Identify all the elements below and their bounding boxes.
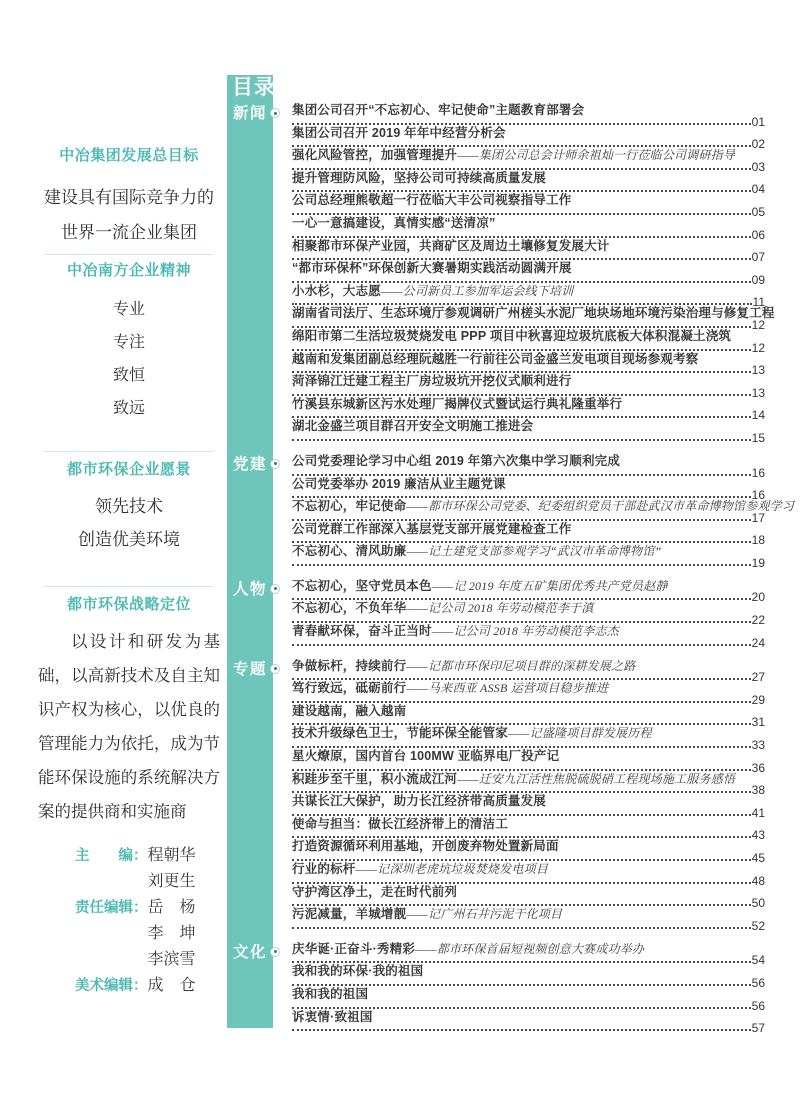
toc-entry-subtitle: ——集团公司总会计师余祖灿一行莅临公司调研指导	[457, 148, 736, 163]
toc-entry-subtitle: ——记土建党支部参观学习“武汉市革命博物馆”	[406, 544, 662, 559]
page-number: 14	[751, 408, 765, 423]
section-entries	[273, 941, 765, 1036]
sidebar-text-line: 致远	[112, 400, 145, 417]
section-label: 文化	[233, 943, 268, 961]
toc-entry-title	[292, 988, 765, 1001]
dotted-leader	[292, 746, 751, 748]
page-number: 07	[751, 250, 765, 265]
sidebar-heading-vision: 都市环保企业愿景	[66, 461, 191, 478]
editor-name: 李 坤	[147, 925, 196, 942]
toc-section	[227, 103, 775, 445]
section-label-column	[227, 104, 273, 443]
sidebar-text-line: 建设具有国际竞争力的	[44, 188, 214, 207]
toc-entry-title-main: 笃行致远，砥砺前行	[292, 681, 407, 696]
toc-entry-title	[292, 773, 765, 786]
toc-entry-title-main: 菏泽锦江迁建工程主厂房垃圾坑开挖仪式顺利进行	[292, 374, 572, 389]
section-label: 专题	[233, 660, 268, 678]
dotted-leader	[292, 258, 751, 260]
toc-entry-title	[292, 478, 765, 491]
toc-entry	[292, 886, 765, 909]
page-number: 02	[751, 137, 765, 152]
toc-entry-subtitle: ——马来西亚 ASSB 运营项目稳步推进	[406, 681, 609, 696]
toc-entry-title-main: 绵阳市第二生活垃圾焚烧发电 PPP 项目中秋喜迎垃圾坑底板大体积混凝土浇筑	[292, 328, 732, 343]
toc-entry-title	[292, 965, 765, 978]
page-number: 56	[751, 998, 765, 1013]
page-number: 06	[751, 227, 765, 242]
page-number: 11	[752, 295, 765, 310]
toc-entry-title	[292, 1011, 765, 1024]
toc-entry-title	[292, 886, 765, 899]
toc-entry-leader	[292, 555, 765, 570]
toc-entry-title	[292, 104, 765, 117]
page-number: 33	[751, 738, 765, 753]
dotted-leader	[292, 814, 751, 816]
toc-entry-title	[292, 727, 765, 740]
toc-entry	[292, 375, 765, 398]
toc-entry	[292, 682, 765, 705]
toc-entry-title-main: 提升管理防风险，坚持公司可持续高质量发展	[292, 170, 547, 185]
section-bullet-icon	[270, 664, 280, 674]
toc-entry-title-main: 我和我的环保·我的祖国	[292, 964, 424, 979]
toc-section	[227, 660, 765, 931]
page-number: 16	[751, 465, 765, 480]
toc-sections	[227, 103, 795, 1036]
dotted-leader	[292, 927, 751, 929]
toc-entry-title-main: 一心一意搞建设，真情实感“送清凉”	[292, 215, 496, 230]
toc-entry-title	[292, 398, 765, 411]
dotted-leader	[292, 145, 751, 147]
page-number: 12	[751, 340, 765, 355]
toc-entry-subtitle: ——记盛隆项目群发展历程	[507, 726, 652, 741]
page-number: 13	[751, 363, 765, 378]
toc-entry	[292, 545, 765, 568]
toc-entry-title	[292, 795, 765, 808]
toc-entry-title	[292, 908, 765, 921]
section-entries	[273, 103, 775, 445]
editor-role-label: 美术编辑：	[75, 978, 148, 994]
toc-entry-title-main: 湖南省司法厅、生态环境厅参观调研广州槎头水泥厂地块场地环境污染治理与修复工程	[292, 306, 775, 321]
toc-entry-title-main: 竹溪县东城新区污水处理厂揭牌仪式暨试运行典礼隆重举行	[292, 396, 623, 411]
dotted-leader	[292, 984, 751, 986]
dotted-leader	[292, 439, 751, 441]
toc-entry-title-main: 不忘初心、清风助廉	[292, 544, 407, 559]
toc-entry-title-main: 使命与担当：做长江经济带上的清洁工	[292, 816, 508, 831]
sidebar	[38, 146, 220, 999]
toc-entry-title	[292, 660, 765, 673]
page-number: 22	[751, 613, 765, 628]
section-entries	[273, 580, 765, 648]
toc-entry	[292, 601, 765, 628]
toc-entry-title	[292, 420, 765, 433]
dotted-leader	[292, 326, 751, 328]
toc-entry-title-main: 共谋长江大保护，助力长江经济带高质量发展	[292, 794, 547, 809]
sidebar-text-line: 创造优美环境	[78, 530, 180, 549]
toc-entry-title	[292, 172, 765, 185]
sidebar-block-vision	[38, 490, 220, 556]
toc-entry-title-main: “都市环保杯”环保创新大赛暑期实践活动圆满开展	[292, 261, 572, 276]
page-number: 31	[751, 715, 765, 730]
section-bullet-icon	[270, 459, 280, 469]
page-number: 45	[751, 851, 765, 865]
sidebar-text-line: 致恒	[112, 367, 145, 384]
sidebar-heading-group-goal: 中冶集团发展总目标	[59, 147, 199, 164]
toc-entry-subtitle: ——都市环保公司党委、纪委组织党员干部赴武汉市革命博物馆参观学习	[406, 499, 795, 514]
dotted-leader	[292, 394, 751, 396]
toc-entry-title	[292, 353, 765, 366]
dotted-leader	[292, 349, 751, 351]
page-number: 38	[751, 783, 765, 798]
toc-entry	[292, 988, 765, 1011]
toc-entry-title	[292, 943, 765, 956]
editor-row	[75, 895, 220, 973]
dotted-leader	[292, 123, 751, 125]
toc-entry-title-main: 积跬步至千里，积小流成江河	[292, 771, 458, 786]
section-label-column	[227, 660, 273, 931]
page-number: 13	[751, 385, 765, 400]
toc-entry-title-main: 公司党委举办 2019 廉洁从业主题党课	[292, 476, 506, 491]
dotted-leader	[292, 791, 751, 793]
toc-entry-leader	[292, 1021, 765, 1036]
toc-entry	[292, 306, 775, 332]
toc-entry-title-main: 我和我的祖国	[292, 986, 369, 1001]
toc-entry	[292, 217, 765, 240]
toc-entry-title-main: 技术升级绿色卫士，节能环保全能管家	[292, 726, 508, 741]
section-label-column	[227, 455, 273, 568]
dotted-leader	[292, 644, 751, 646]
toc-entry-title-main: 争做标杆，持续前行	[292, 658, 407, 673]
dotted-leader	[292, 474, 751, 476]
toc-entry	[292, 104, 765, 127]
toc-entry-title	[292, 330, 765, 343]
section-bullet-icon	[270, 584, 280, 594]
toc-entry-subtitle: ——记深圳老虎坑垃圾焚烧发电项目	[355, 862, 549, 876]
editor-name: 岳 杨	[147, 899, 196, 916]
toc-entry-subtitle: ——记公司 2018 年劳动模范李于滇	[406, 601, 594, 616]
toc-entry-title-main: 越南和发集团副总经理阮越胜一行前往公司金盛兰发电项目现场参观考察	[292, 351, 699, 366]
page-number: 24	[751, 635, 765, 650]
toc-entry-subtitle: ——记广州石井污泥干化项目	[406, 907, 563, 922]
toc-entry-title-main: 污泥减量，羊城增靓	[292, 907, 407, 922]
toc-entry-title	[292, 602, 765, 615]
dotted-leader	[292, 281, 751, 283]
page-number: 17	[751, 510, 765, 525]
toc-entry	[292, 455, 765, 478]
toc-entry-title	[292, 455, 765, 468]
toc-entry-title	[292, 194, 765, 207]
toc-entry	[292, 773, 765, 796]
toc-entry	[292, 194, 765, 217]
toc-entry-title-main: 星火燎原，国内首台 100MW 亚临界电厂投产记	[292, 749, 560, 764]
page-number: 50	[751, 896, 765, 911]
toc-entry-title-main: 不忘初心，不负年华	[292, 601, 407, 616]
toc-entry	[292, 943, 765, 966]
toc-entry	[292, 240, 765, 263]
dotted-leader	[292, 1007, 751, 1009]
editor-name: 成 仓	[147, 977, 196, 994]
toc-entry-title	[292, 523, 765, 536]
toc-entry-title	[292, 149, 765, 162]
toc-entry-title-main: 集团公司召开 2019 年年中经营分析会	[292, 125, 506, 140]
toc-entry-title-main: 不忘初心，坚守党员本色	[292, 578, 432, 593]
page-number: 54	[751, 953, 765, 968]
page-number: 19	[751, 555, 765, 570]
page-number: 01	[751, 114, 765, 129]
toc-entry-subtitle: ——公司新员工参加军运会线下培训	[380, 283, 574, 298]
toc-section	[227, 941, 765, 1036]
toc-entry-title	[292, 285, 765, 298]
toc-entry	[292, 840, 765, 863]
page-number: 27	[751, 670, 765, 685]
toc-entry-title	[292, 705, 765, 718]
toc-section	[227, 453, 795, 570]
section-label: 党建	[233, 455, 268, 473]
sidebar-heading-strategy: 都市环保战略定位	[66, 596, 191, 613]
toc-entry	[292, 398, 765, 421]
editor-role-label: 责任编辑：	[75, 900, 148, 916]
toc-entry-title	[292, 127, 765, 140]
toc-entry-title-main: 强化风险管控，加强管理提升	[292, 148, 458, 163]
divider	[44, 451, 214, 452]
page-number: 43	[751, 828, 765, 843]
editor-role-label: 主 编：	[75, 848, 148, 864]
page-number: 15	[751, 430, 765, 445]
page-number: 41	[751, 805, 765, 820]
page-number: 57	[751, 1021, 765, 1036]
toc-entry	[292, 149, 765, 172]
toc-entry-title	[292, 306, 775, 321]
editor-name: 李滨雪	[147, 951, 196, 968]
toc-section	[227, 580, 765, 648]
section-label: 人物	[233, 580, 268, 598]
page-number: 05	[751, 204, 765, 219]
toc-entry-leader	[292, 918, 765, 933]
toc-entry-leader	[292, 635, 765, 650]
toc-entry-title-main: 公司总经理熊敬超一行莅临大丰公司视察指导工作	[292, 193, 572, 208]
toc-entry-title	[292, 818, 765, 831]
toc-entry-title-main: 行业的标杆	[292, 862, 356, 876]
dotted-leader	[292, 678, 751, 680]
toc-entry	[292, 172, 765, 195]
toc-entry	[292, 726, 765, 753]
dotted-leader	[292, 496, 751, 498]
dotted-leader	[292, 371, 751, 373]
page-number: 09	[751, 272, 765, 287]
dotted-leader	[292, 859, 751, 861]
toc-entry-title	[292, 375, 765, 388]
editor-row	[75, 973, 220, 999]
dotted-leader	[292, 564, 751, 566]
toc-entry-title	[292, 682, 765, 695]
toc-entry-subtitle: ——记都市环保印尼项目群的深耕发展之路	[406, 658, 636, 673]
toc-title: 目录	[232, 76, 276, 99]
toc-entry	[292, 795, 765, 818]
toc-entry	[292, 660, 765, 683]
page-number: 36	[751, 760, 765, 775]
toc-entry	[292, 965, 765, 988]
page-number: 03	[751, 159, 765, 174]
dotted-leader	[292, 904, 751, 906]
toc-entry	[292, 580, 765, 603]
toc-entry-title-main: 不忘初心，牢记使命	[292, 499, 407, 514]
table-of-contents	[227, 75, 795, 1036]
toc-entry-title-main: 公司党群工作部深入基层党支部开展党建检查工作	[292, 521, 572, 536]
toc-entry-subtitle: ——都市环保首届短视频创意大赛成功举办	[415, 941, 645, 956]
divider	[44, 254, 214, 255]
section-label-column	[227, 580, 273, 648]
page-number: 04	[751, 182, 765, 197]
toc-entry-title-main: 建设越南，融入越南	[292, 703, 407, 718]
toc-entry-title-main: 诉衷情·致祖国	[292, 1009, 373, 1024]
dotted-leader	[292, 541, 751, 543]
toc-entry-title-main: 集团公司召开“不忘初心、牢记使命”主题教育部署会	[292, 103, 585, 117]
toc-entry-title-main: 湖北金盛兰项目群召开安全文明施工推进会	[292, 419, 534, 434]
sidebar-text-line: 领先技术	[95, 497, 163, 516]
dotted-leader	[292, 236, 751, 238]
section-bullet-icon	[270, 947, 280, 957]
toc-entry-title-main: 守护湾区净土，走在时代前列	[292, 884, 458, 899]
editor-row	[75, 843, 220, 895]
toc-entry	[292, 818, 765, 841]
sidebar-text-line: 世界一流企业集团	[61, 223, 197, 242]
page-number: 56	[751, 975, 765, 990]
dotted-leader	[292, 769, 751, 771]
toc-entry-title	[292, 840, 765, 853]
toc-entry	[292, 330, 765, 353]
toc-entry	[292, 863, 765, 886]
sidebar-text-line: 专注	[112, 334, 145, 351]
section-label: 新闻	[233, 105, 268, 122]
toc-entry-title-main: 小水杉，大志愿	[292, 283, 381, 298]
toc-entry	[292, 285, 765, 308]
editor-names	[148, 973, 196, 999]
dotted-leader	[292, 621, 751, 623]
sidebar-block-group-goal	[38, 180, 220, 250]
sidebar-block-spirit	[38, 293, 220, 425]
toc-entry-leader	[292, 430, 765, 445]
page-number: 48	[751, 873, 765, 888]
toc-entry-title	[292, 545, 765, 558]
toc-entry	[292, 499, 795, 525]
toc-entry-title-main: 庆华诞·正奋斗·秀精彩	[292, 941, 416, 956]
editor-name: 程朝华	[147, 847, 196, 864]
toc-entry-title	[292, 217, 765, 230]
toc-entry-subtitle: ——迁安九江活性焦脱硫脱硝工程现场施工服务感悟	[457, 771, 736, 786]
dotted-leader	[292, 213, 751, 215]
page-number: 20	[751, 590, 765, 605]
page-number: 18	[751, 533, 765, 548]
toc-entry-title	[292, 580, 765, 593]
toc-entry	[292, 625, 765, 648]
toc-entry	[292, 705, 765, 728]
page-number: 29	[751, 692, 765, 707]
toc-entry-title	[292, 625, 765, 638]
sidebar-text-line: 专业	[112, 301, 145, 318]
page-number: 16	[751, 488, 765, 503]
toc-entry-title	[292, 240, 765, 253]
toc-entry-title-main: 打造资源循环利用基地，开创废弃物处置新局面	[292, 839, 559, 854]
toc-entry	[292, 353, 765, 376]
divider	[44, 586, 214, 587]
toc-entry	[292, 420, 765, 443]
page-number: 52	[751, 918, 765, 933]
dotted-leader	[292, 882, 751, 884]
editor-names	[148, 895, 196, 973]
toc-entry	[292, 908, 765, 931]
editors-block	[38, 843, 220, 999]
toc-entry	[292, 127, 765, 150]
toc-entry	[292, 523, 765, 546]
section-bullet-icon	[270, 108, 280, 118]
toc-entry-title	[292, 750, 765, 763]
page-number: 12	[751, 317, 765, 332]
section-entries	[273, 453, 795, 570]
sidebar-strategy-paragraph: 以设计和研发为基础，以高新技术及自主知识产权为核心，以优良的管理能力为依托，成为节能环保设施的系统解决方案的提供商和实施商	[38, 632, 220, 821]
dotted-leader	[292, 416, 751, 418]
dotted-leader	[292, 168, 751, 170]
toc-entry-title-main: 相聚都市环保产业园，共商矿区及周边土壤修复发展大计	[292, 238, 610, 253]
editor-name: 刘更生	[147, 873, 196, 890]
editor-names	[148, 843, 196, 895]
dotted-leader	[292, 1029, 751, 1031]
toc-entry-title-main: 公司党委理论学习中心组 2019 年第六次集中学习顺利完成	[292, 453, 621, 468]
toc-entry	[292, 262, 765, 285]
section-label-column	[227, 943, 273, 1033]
toc-entry	[292, 1011, 765, 1034]
toc-entry-title	[292, 499, 795, 514]
dotted-leader	[292, 519, 751, 521]
sidebar-heading-spirit: 中冶南方企业精神	[66, 262, 191, 279]
toc-entry-title	[292, 863, 765, 876]
toc-entry-subtitle: ——记公司 2018 年劳动模范李志杰	[431, 624, 619, 639]
toc-entry-subtitle: ——记 2019 年度五矿集团优秀共产党员赵静	[431, 578, 668, 593]
dotted-leader	[292, 701, 751, 703]
toc-entry	[292, 478, 765, 501]
toc-entry-title	[292, 262, 765, 275]
toc-entry-title-main: 青春献环保，奋斗正当时	[292, 624, 432, 639]
toc-entry	[292, 750, 765, 773]
section-entries	[273, 660, 765, 931]
